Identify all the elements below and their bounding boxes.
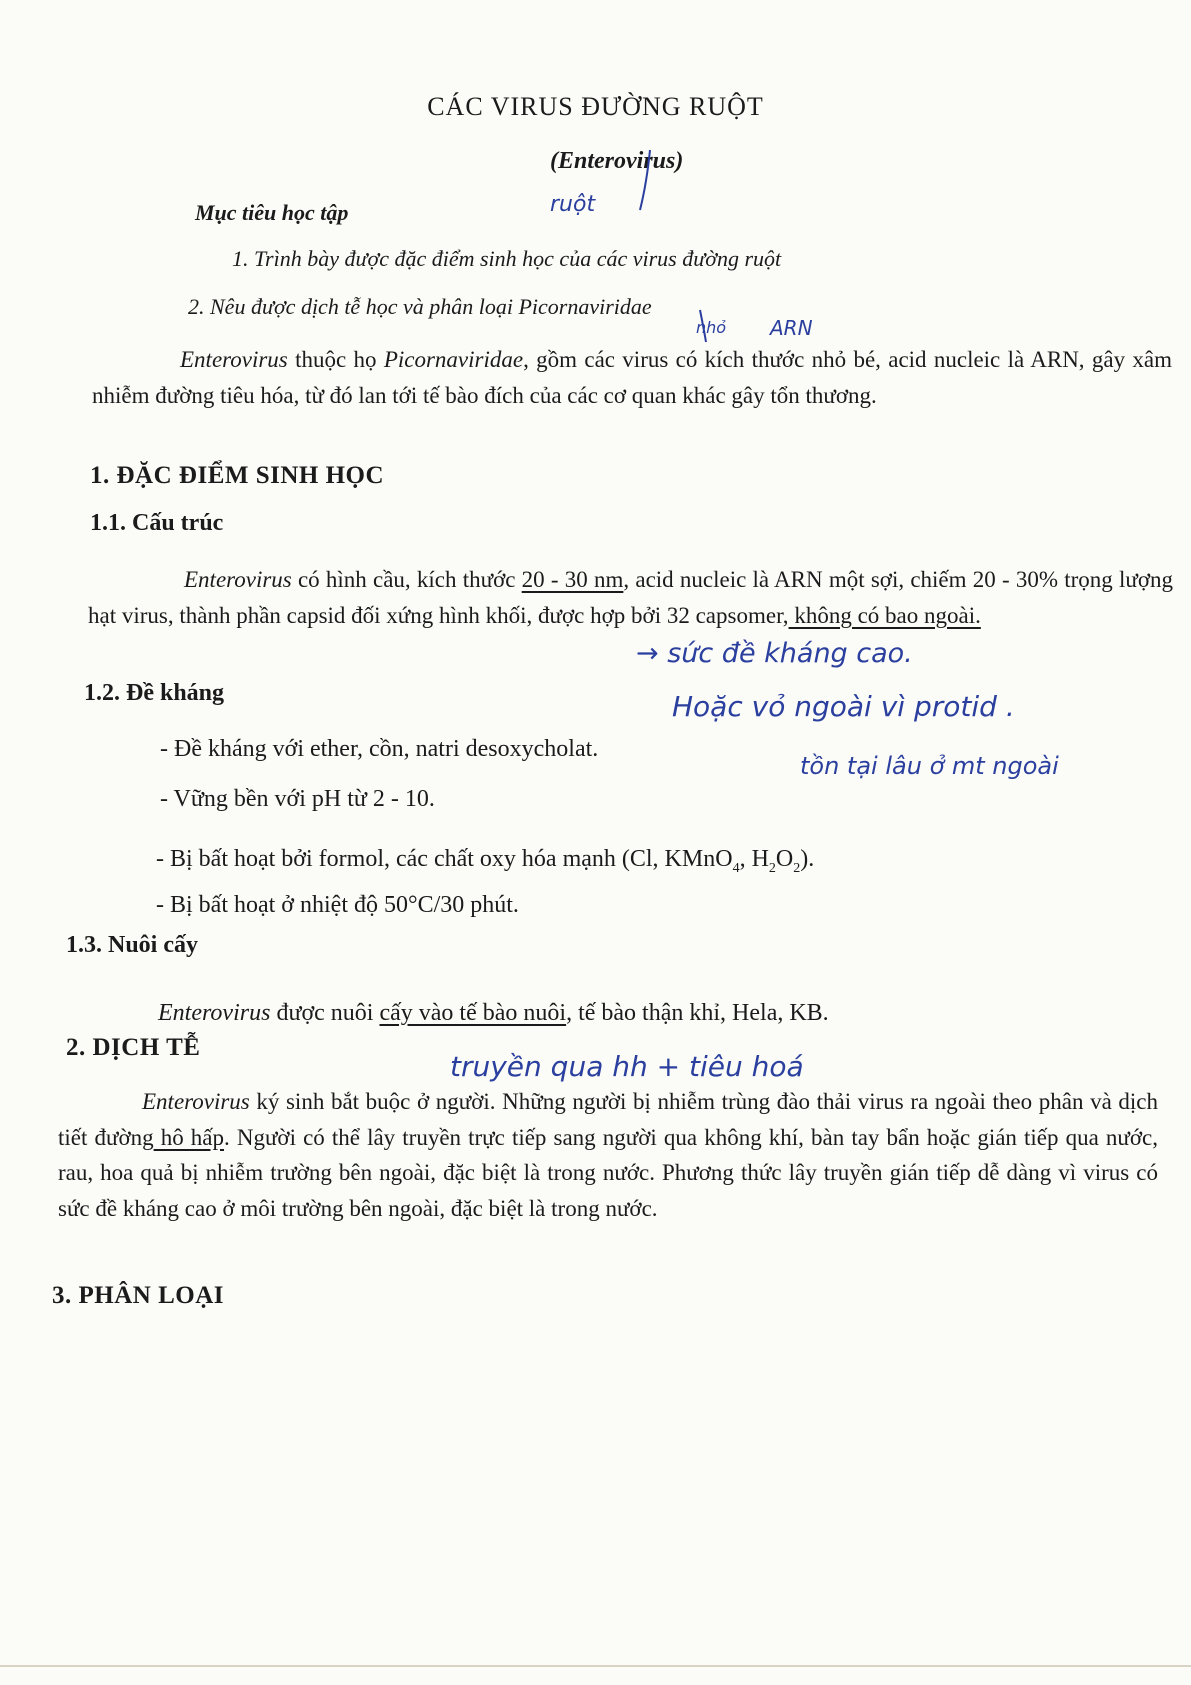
objective-item-1: 1. Trình bày được đặc điểm sinh học của các virus đường ruột — [232, 246, 782, 271]
oxid-prefix: - Bị bất hoạt bởi formol, các chất oxy hóa mạnh (Cl, KMnO — [156, 846, 733, 872]
oxid-sub-2b: 2 — [793, 860, 801, 876]
structure-no-envelope: không có bao ngoài. — [788, 602, 981, 628]
resistance-bullet-4: - Bị bất hoạt ở nhiệt độ 50°C/30 phút. — [156, 892, 519, 918]
section-1-2-heading: 1.2. Đề kháng — [84, 680, 225, 706]
section-1-3-heading: 1.3. Nuôi cấy — [66, 932, 198, 958]
page-title: CÁC VIRUS ĐƯỜNG RUỘT — [427, 92, 764, 121]
objective-item-2: 2. Nêu được dịch tễ học và phân loại Picornaviridae — [188, 294, 652, 319]
intro-text-2: , gồm các virus có kích thước nhỏ bé, acid nucleic là ARN, gây xâm nhiễm đường tiêu hóa, từ đó lan tới tế bào đích của các cơ quan khác gây tổn thương. — [92, 347, 1173, 408]
intro-term-enterovirus: Enterovirus — [180, 347, 288, 372]
handwritten-note-resistance: → sức đề kháng cao. — [636, 638, 913, 669]
handwritten-note-transmission: truyền qua hh + tiêu hoá — [450, 1050, 804, 1083]
pen-stroke-2 — [700, 310, 706, 342]
epi-term: Enterovirus — [142, 1089, 250, 1114]
epi-respiratory: hô hấp — [153, 1124, 225, 1150]
epi-text-b: . Người có thể lây truyền trực tiếp sang người qua không khí, bàn tay bẩn hoặc gián tiếp qua nước, rau, hoa quả bị nhiễm trường bên ngoài, đặc biệt là trong nước. Phương thức lây truyền gián tiếp dễ dàng vì virus có sức đề kháng cao ở môi trường bên ngoài, đặc biệt là trong nước. — [58, 1124, 1158, 1221]
resistance-bullet-1: - Đề kháng với ether, cồn, natri desoxycholat. — [160, 736, 599, 762]
intro-term-picornaviridae: Picornaviridae — [383, 347, 524, 372]
intro-text-1: thuộc họ — [287, 347, 384, 372]
objectives-heading: Mục tiêu học tập — [195, 200, 349, 225]
handwritten-note-arn: ARN — [770, 316, 813, 340]
epi-text-a: ký sinh bắt buộc ở người. Những người bị nhiễm trùng đào thải virus ra ngoài theo phân và dịch tiết đường — [58, 1089, 1158, 1150]
oxid-mid2: O — [775, 846, 794, 872]
bottom-rule — [0, 1665, 1191, 1667]
structure-size: 20 - 30 nm — [521, 567, 624, 592]
structure-text-a: có hình cầu, kích thước — [291, 567, 522, 592]
handwritten-note-envelope: Hoặc vỏ ngoài vì protid . — [672, 690, 1015, 723]
section-1-heading: 1. ĐẶC ĐIỂM SINH HỌC — [90, 462, 385, 489]
handwritten-note-survival: tồn tại lâu ở mt ngoài — [800, 752, 1059, 780]
culture-text-b: , tế bào thận khỉ, Hela, KB. — [566, 1000, 829, 1026]
section-1-1-heading: 1.1. Cấu trúc — [90, 510, 224, 536]
culture-text-a: được nuôi — [270, 1000, 380, 1026]
structure-text-b: , acid nucleic là ARN một sợi, chiếm 20 - 30% trọng lượng hạt virus, thành phần capsid đối xứng hình khối, được hợp bởi 32 capsomer, — [88, 567, 1173, 628]
handwritten-note-nho: nhỏ — [696, 318, 727, 337]
structure-term: Enterovirus — [184, 567, 292, 592]
section-2-heading: 2. DỊCH TỄ — [66, 1034, 201, 1061]
oxid-sub-4: 4 — [732, 860, 740, 876]
page-subtitle: (Enterovirus) — [550, 148, 684, 174]
oxid-end: ). — [800, 846, 815, 872]
culture-method: cấy vào tế bào nuôi — [379, 1000, 567, 1026]
oxid-sub-2a: 2 — [768, 860, 776, 876]
pen-stroke-1 — [640, 150, 650, 210]
resistance-bullet-2: - Vững bền với pH từ 2 - 10. — [160, 786, 435, 812]
culture-term: Enterovirus — [158, 1000, 271, 1026]
handwritten-note-ruot: ruột — [550, 192, 596, 217]
section-3-heading: 3. PHÂN LOẠI — [52, 1282, 224, 1309]
oxid-mid: , H — [739, 846, 769, 872]
